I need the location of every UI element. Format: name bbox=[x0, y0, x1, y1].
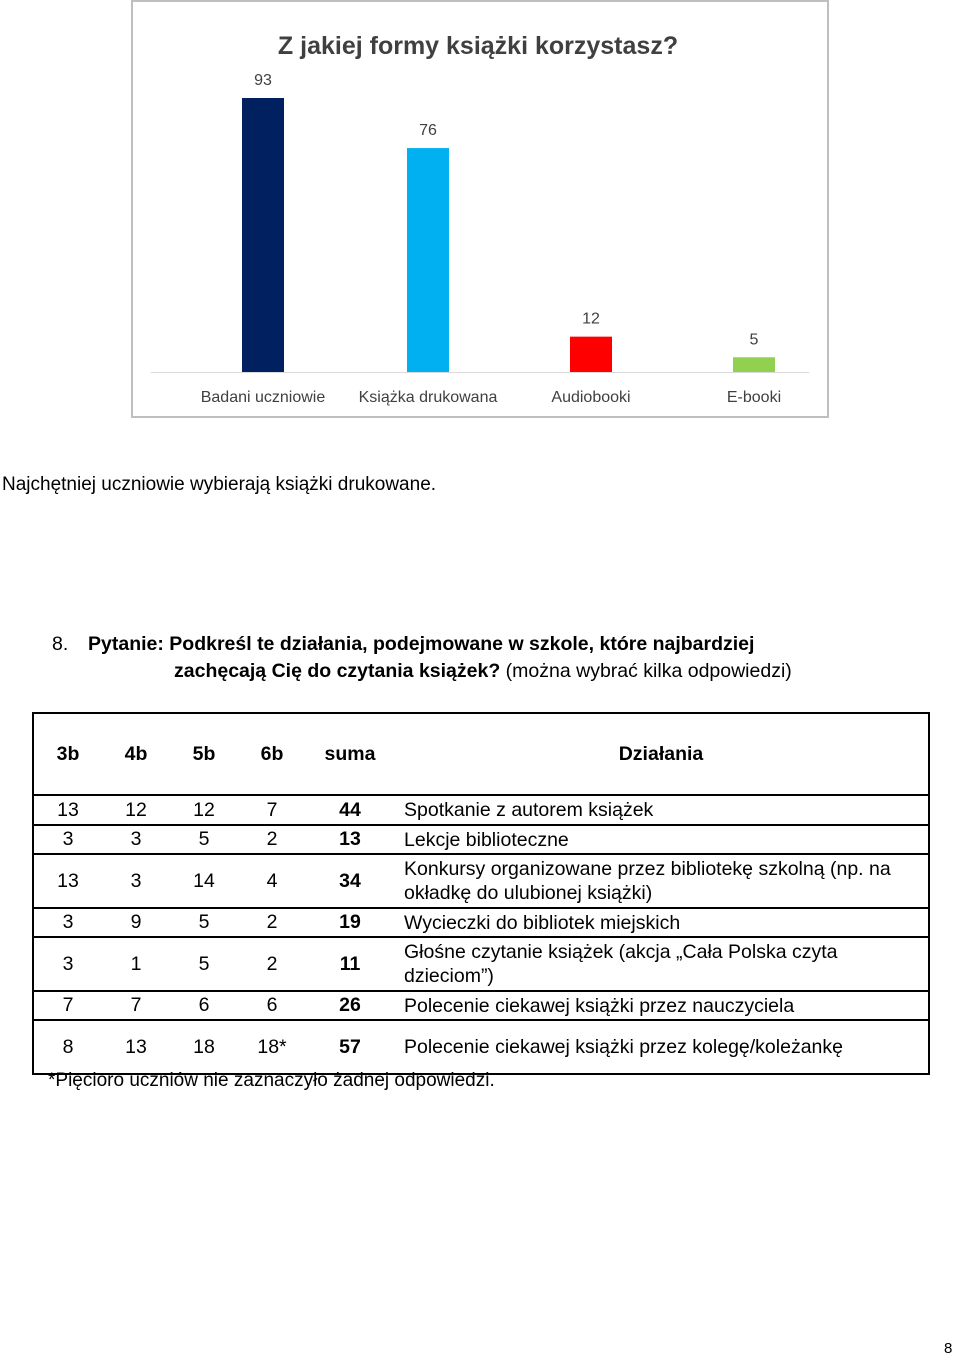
category-label-4: E-booki bbox=[726, 389, 782, 406]
chart bbox=[131, 0, 829, 418]
data-label-4: 5 bbox=[749, 331, 759, 349]
cell-action: Głośne czytanie książek (akcja „Cała Polska czyta dzieciom”) bbox=[394, 937, 928, 991]
chart-title: Z jakiej formy książki korzystasz? bbox=[277, 32, 679, 60]
cell-4b: 7 bbox=[102, 991, 170, 1020]
cell-3b: 13 bbox=[34, 795, 102, 825]
cell-sum: 19 bbox=[306, 908, 394, 937]
cell-5b: 18 bbox=[170, 1020, 238, 1074]
bar-3 bbox=[570, 337, 612, 372]
cell-action: Polecenie ciekawej książki przez kolegę/koleżankę bbox=[394, 1020, 928, 1074]
cell-4b: 3 bbox=[102, 854, 170, 908]
cell-3b: 3 bbox=[34, 937, 102, 991]
header-3b: 3b bbox=[34, 714, 102, 795]
question-note: (można wybrać kilka odpowiedzi) bbox=[500, 660, 792, 682]
data-label-2: 76 bbox=[419, 122, 437, 140]
category-label-3: Audiobooki bbox=[551, 389, 631, 406]
category-label-2: Książka drukowana bbox=[358, 389, 498, 406]
cell-3b: 13 bbox=[34, 854, 102, 908]
cell-4b: 3 bbox=[102, 825, 170, 854]
header-dzialania: Działania bbox=[394, 714, 928, 795]
cell-3b: 7 bbox=[34, 991, 102, 1020]
question-line-2-text: zachęcają Cię do czytania książek? bbox=[174, 660, 501, 682]
cell-3b: 3 bbox=[34, 908, 102, 937]
table-row bbox=[34, 937, 928, 991]
cell-6b: 4 bbox=[238, 854, 306, 908]
header-suma: suma bbox=[306, 714, 394, 795]
cell-5b: 5 bbox=[170, 937, 238, 991]
cell-action: Polecenie ciekawej książki przez nauczyciela bbox=[394, 991, 928, 1020]
header-4b: 4b bbox=[102, 714, 170, 795]
cell-action: Wycieczki do bibliotek miejskich bbox=[394, 908, 928, 937]
cell-action: Spotkanie z autorem książek bbox=[394, 795, 928, 825]
chart-caption: Najchętniej uczniowie wybierają książki drukowane. bbox=[2, 474, 437, 495]
table-row bbox=[34, 1020, 928, 1074]
table-row bbox=[34, 795, 928, 825]
question-line-2 bbox=[174, 658, 792, 685]
table-row bbox=[34, 854, 928, 908]
cell-action: Lekcje biblioteczne bbox=[394, 825, 928, 854]
cell-sum: 11 bbox=[306, 937, 394, 991]
table-row bbox=[34, 908, 928, 937]
bar-1 bbox=[242, 98, 284, 372]
cell-sum: 13 bbox=[306, 825, 394, 854]
cell-sum: 44 bbox=[306, 795, 394, 825]
table-row bbox=[34, 991, 928, 1020]
table-row bbox=[34, 825, 928, 854]
data-label-3: 12 bbox=[582, 310, 600, 328]
table-header-row bbox=[34, 714, 928, 795]
cell-6b: 7 bbox=[238, 795, 306, 825]
cell-sum: 34 bbox=[306, 854, 394, 908]
cell-6b: 2 bbox=[238, 825, 306, 854]
data-label-1: 93 bbox=[254, 72, 272, 89]
question-number: 8. bbox=[52, 633, 69, 655]
question-line-1: Pytanie: Podkreśl te działania, podejmowane w szkole, które najbardziej bbox=[88, 633, 755, 655]
cell-5b: 5 bbox=[170, 825, 238, 854]
cell-5b: 6 bbox=[170, 991, 238, 1020]
cell-6b: 6 bbox=[238, 991, 306, 1020]
bar-4 bbox=[733, 357, 775, 372]
cell-4b: 9 bbox=[102, 908, 170, 937]
bar-2 bbox=[407, 148, 449, 372]
cell-3b: 3 bbox=[34, 825, 102, 854]
cell-sum: 26 bbox=[306, 991, 394, 1020]
page-number: 8 bbox=[944, 1340, 953, 1357]
cell-action: Konkursy organizowane przez bibliotekę szkolną (np. na okładkę do ulubionej książki) bbox=[394, 854, 928, 908]
cell-sum: 57 bbox=[306, 1020, 394, 1074]
cell-4b: 1 bbox=[102, 937, 170, 991]
cell-5b: 14 bbox=[170, 854, 238, 908]
cell-4b: 13 bbox=[102, 1020, 170, 1074]
cell-4b: 12 bbox=[102, 795, 170, 825]
cell-6b: 18* bbox=[238, 1020, 306, 1074]
cell-6b: 2 bbox=[238, 937, 306, 991]
cell-3b: 8 bbox=[34, 1020, 102, 1074]
cell-5b: 5 bbox=[170, 908, 238, 937]
header-5b: 5b bbox=[170, 714, 238, 795]
cell-5b: 12 bbox=[170, 795, 238, 825]
category-label-1: Badani uczniowie bbox=[200, 389, 326, 406]
header-6b: 6b bbox=[238, 714, 306, 795]
cell-6b: 2 bbox=[238, 908, 306, 937]
footnote: *Pięcioro uczniów nie zaznaczyło żadnej odpowiedzi. bbox=[48, 1070, 495, 1091]
activities-table bbox=[32, 712, 930, 1075]
bar-chart-svg bbox=[133, 2, 827, 416]
